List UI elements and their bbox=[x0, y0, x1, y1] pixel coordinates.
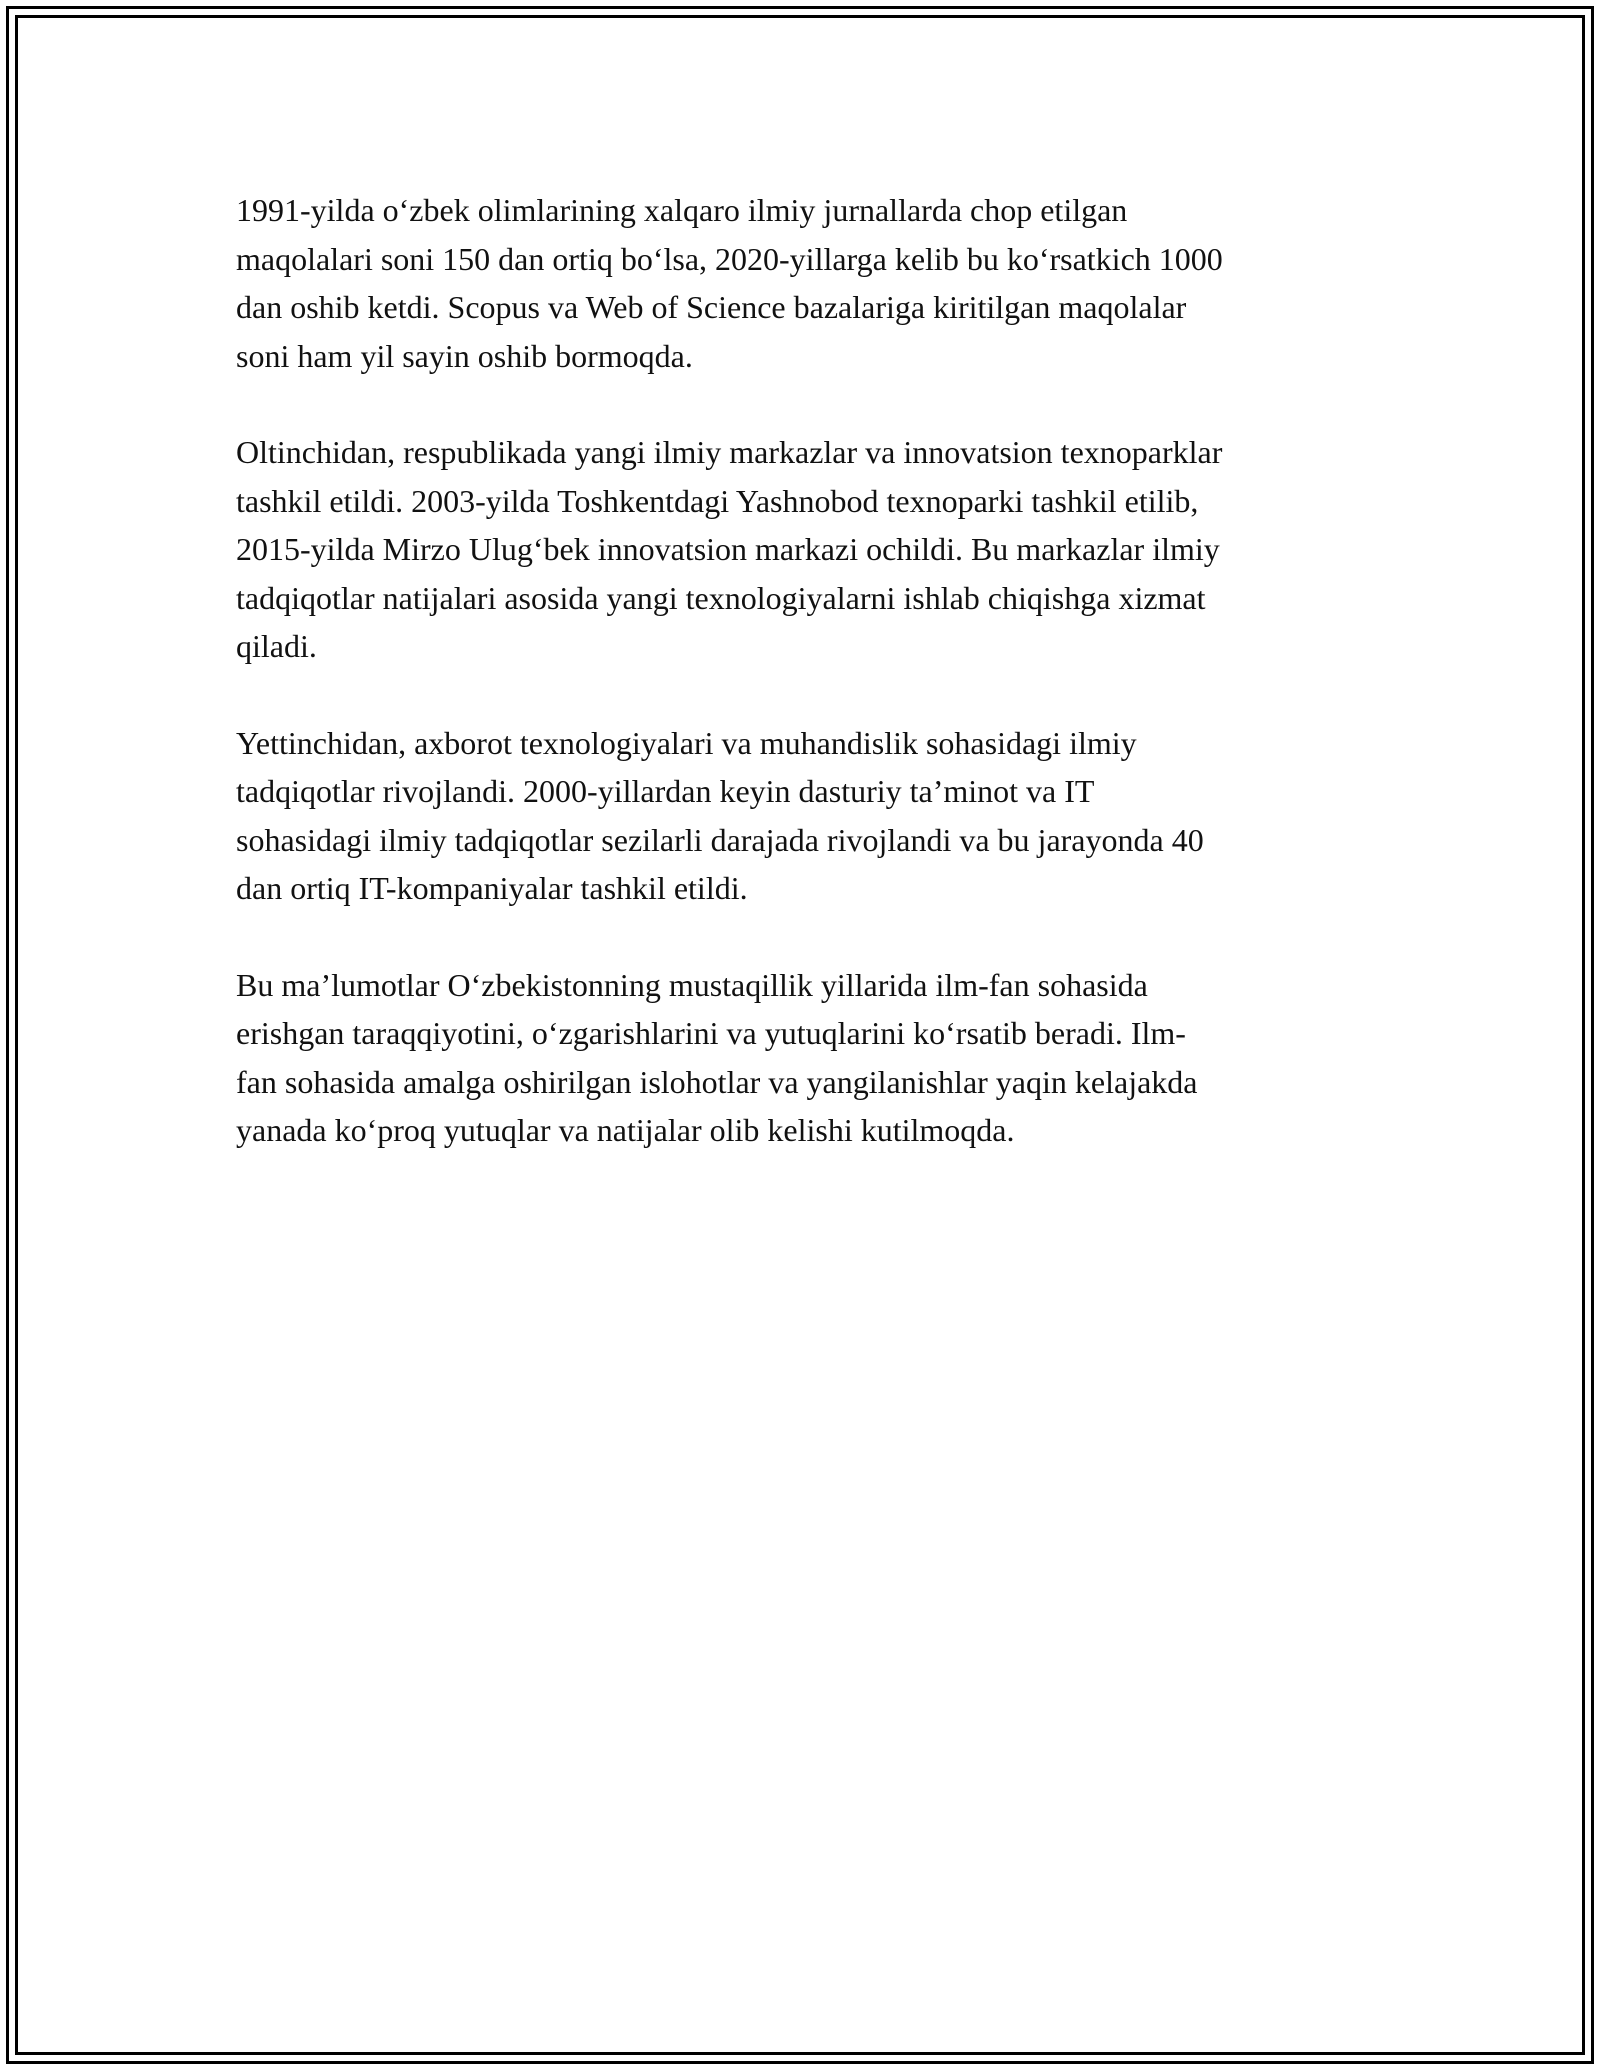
paragraph-conclusion: Bu ma’lumotlar O‘zbekistonning mustaqillik yillarida ilm-fan sohasida erishgan taraqqiyotini, o‘zgarishlarini va yutuqlarini ko‘rsatib beradi. Ilm- fan sohasida amalga oshirilgan islohotlar va yangilanishlar yaqin kelajakda yanada ko‘proq yutuqlar va natijalar olib kelishi kutilmoqda. bbox=[236, 966, 1198, 1148]
document-body bbox=[236, 186, 1376, 1203]
paragraph-science-centers: Oltinchidan, respublikada yangi ilmiy markazlar va innovatsion texnoparklar tashkil etildi. 2003-yilda Toshkentdagi Yashnobod texnoparki tashkil etilib, 2015-yilda Mirzo Ulug‘bek innovatsion markazi ochildi. Bu markazlar ilmiy tadqiqotlar natijalari asosida yangi texnologiyalarni ishlab chiqishga xizmat qiladi. bbox=[236, 434, 1223, 664]
paragraph-publications: 1991-yilda o‘zbek olimlarining xalqaro ilmiy jurnallarda chop etilgan maqolalari soni 150 dan ortiq bo‘lsa, 2020-yillarga kelib bu ko‘rsatkich 1000 dan oshib ketdi. Scopus va Web of Science bazalariga kiritilgan maqolalar soni ham yil sayin oshib bormoqda. bbox=[236, 192, 1223, 374]
paragraph-it-research: Yettinchidan, axborot texnologiyalari va muhandislik sohasidagi ilmiy tadqiqotlar rivojlandi. 2000-yillardan keyin dasturiy ta’minot va IT sohasidagi ilmiy tadqiqotlar sezilarli darajada rivojlandi va bu jarayonda 40 dan ortiq IT-kompaniyalar tashkil etildi. bbox=[236, 724, 1204, 906]
